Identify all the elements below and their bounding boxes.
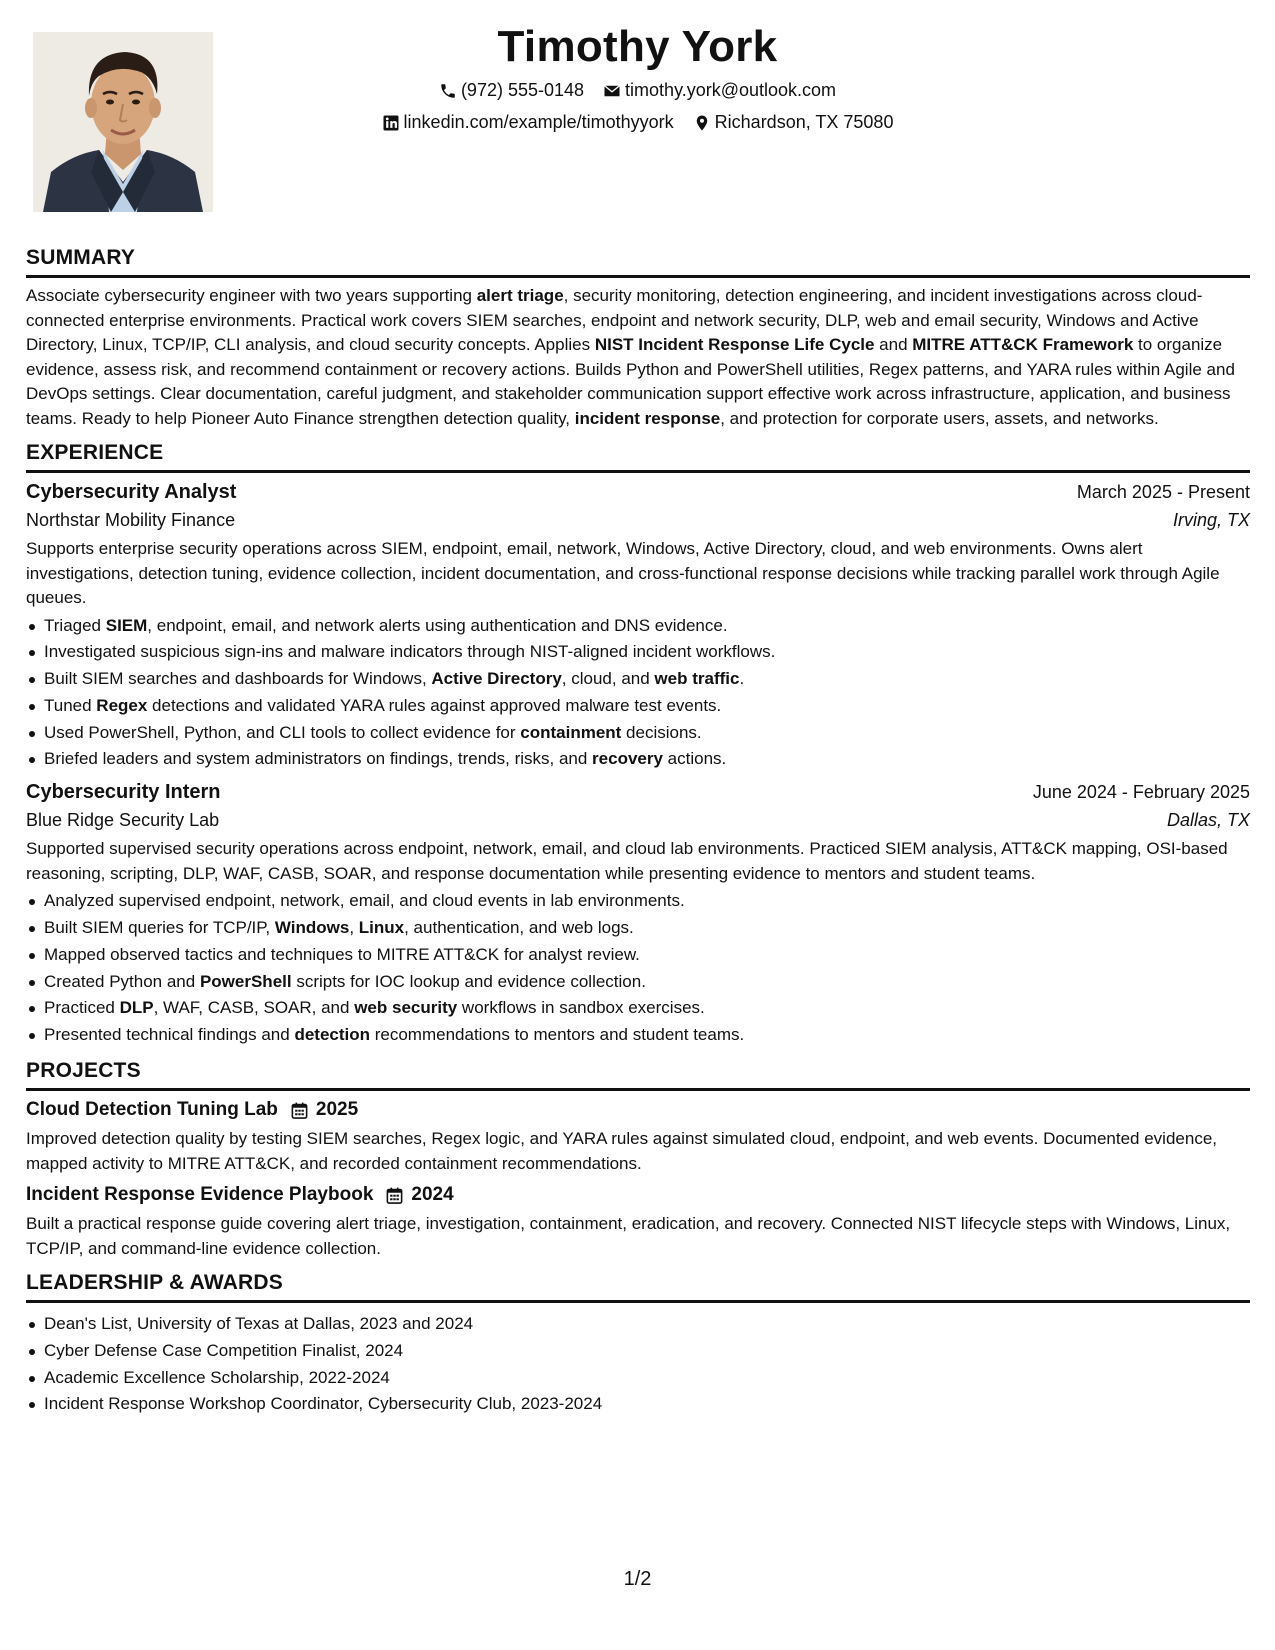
calendar-icon bbox=[290, 1101, 309, 1120]
list-item: Dean's List, University of Texas at Dallas, 2023 and 2024 bbox=[26, 1311, 1250, 1338]
summary-heading: SUMMARY bbox=[26, 246, 1250, 278]
job-title: Cybersecurity Analyst bbox=[26, 481, 237, 503]
job-bullets bbox=[26, 888, 1250, 1049]
emphasis-text: MITRE ATT&CK Framework bbox=[912, 335, 1134, 354]
contact-line-2 bbox=[0, 112, 1275, 137]
phone-number: (972) 555-0148 bbox=[460, 80, 585, 100]
projects-section bbox=[26, 1059, 1250, 1261]
emphasis-text: web traffic bbox=[654, 669, 740, 689]
list-item: Used PowerShell, Python, and CLI tools to collect evidence for containment decisions. bbox=[26, 720, 1250, 747]
job-title: Cybersecurity Intern bbox=[26, 781, 221, 804]
emphasis-text: web security bbox=[354, 998, 458, 1018]
list-item: Tuned Regex detections and validated YARA rules against approved malware test events. bbox=[26, 693, 1250, 720]
project-name: Cloud Detection Tuning Lab bbox=[26, 1099, 278, 1121]
job-company: Northstar Mobility Finance bbox=[26, 510, 236, 530]
emphasis-text: Regex bbox=[96, 695, 148, 715]
map-pin-icon bbox=[693, 114, 711, 132]
projects-heading: PROJECTS bbox=[26, 1059, 1250, 1091]
list-item: Analyzed supervised endpoint, network, email, and cloud events in lab environments. bbox=[26, 888, 1250, 915]
project-year: 2024 bbox=[411, 1184, 454, 1206]
project-name: Incident Response Evidence Playbook bbox=[26, 1184, 374, 1206]
list-item: Triaged SIEM, endpoint, email, and network alerts using authentication and DNS evidence. bbox=[26, 613, 1250, 640]
location-text: Richardson, TX 75080 bbox=[714, 112, 894, 132]
job-location: Dallas, TX bbox=[1166, 810, 1250, 831]
job-location: Irving, TX bbox=[1172, 510, 1250, 530]
email-address[interactable]: timothy.york@outlook.com bbox=[625, 80, 837, 100]
project-description: Built a practical response guide covering alert triage, investigation, containment, eradication, and recovery. Connected NIST lifecycle steps with Windows, Linux, TCP/IP, and command-line evidence collection. bbox=[26, 1214, 1231, 1258]
job-subheader bbox=[26, 810, 1250, 831]
list-item: Incident Response Workshop Coordinator, Cybersecurity Club, 2023-2024 bbox=[26, 1391, 1250, 1418]
list-item: Cyber Defense Case Competition Finalist, 2024 bbox=[26, 1338, 1250, 1365]
awards-list bbox=[26, 1311, 1250, 1418]
list-item: Practiced DLP, WAF, CASB, SOAR, and web security workflows in sandbox exercises. bbox=[26, 995, 1250, 1022]
list-item: Presented technical findings and detection recommendations to mentors and student teams. bbox=[26, 1022, 1250, 1049]
experience-section bbox=[26, 441, 1250, 1049]
job-header bbox=[26, 481, 1250, 504]
job-dates: March 2025 - Present bbox=[1076, 482, 1250, 502]
emphasis-text: alert triage bbox=[476, 286, 564, 305]
awards-heading: LEADERSHIP & AWARDS bbox=[26, 1271, 1250, 1303]
list-item: Investigated suspicious sign-ins and malware indicators through NIST-aligned incident workflows. bbox=[26, 639, 1250, 666]
emphasis-text: Active Directory bbox=[431, 669, 562, 689]
linkedin-contact[interactable] bbox=[382, 112, 674, 133]
envelope-icon bbox=[603, 82, 621, 100]
emphasis-text: SIEM bbox=[105, 615, 148, 635]
project-header bbox=[26, 1099, 1250, 1121]
job-dates: June 2024 - February 2025 bbox=[1032, 782, 1250, 803]
list-item: Briefed leaders and system administrators on findings, trends, risks, and recovery actions. bbox=[26, 746, 1250, 773]
job-entry bbox=[26, 481, 1250, 773]
candidate-name: Timothy York bbox=[497, 22, 778, 71]
list-item: Built SIEM queries for TCP/IP, Windows, Linux, authentication, and web logs. bbox=[26, 915, 1250, 942]
job-description: Supports enterprise security operations across SIEM, endpoint, email, network, Windows, Active Directory, cloud, and web environments. Owns alert investigations, detection tuning, evidence collection, incident documentation, and cross-functional response decisions while tracking parallel work through Agile queues. bbox=[26, 539, 1220, 607]
emphasis-text: detection bbox=[294, 1025, 371, 1045]
project-entry bbox=[26, 1184, 1250, 1261]
emphasis-text: containment bbox=[520, 722, 622, 742]
phone-contact bbox=[439, 80, 584, 101]
job-header bbox=[26, 781, 1250, 804]
emphasis-text: DLP bbox=[119, 998, 154, 1018]
list-item: Mapped observed tactics and techniques to MITRE ATT&CK for analyst review. bbox=[26, 942, 1250, 969]
job-subheader bbox=[26, 510, 1250, 531]
summary-text: Associate cybersecurity engineer with two years supporting alert triage, security monitoring, detection engineering, and incident investigations across cloud-connected enterprise environments. Practical work covers SIEM searches, endpoint and network security, DLP, web and email security, Windows and Active Directory, Linux, TCP/IP, CLI analysis, and cloud security concepts. Applies NIST Incident Response Life Cycle and MITRE ATT&CK Framework to organize evidence, assess risk, and recommend containment or recovery actions. Builds Python and PowerShell utilities, Regex patterns, and YARA rules within Agile and DevOps settings. Clear documentation, careful judgment, and stakeholder communication support effective work across infrastructure, application, and business teams. Ready to help Pioneer Auto Finance strengthen detection quality, incident response, and protection for corporate users, assets, and networks. bbox=[26, 286, 1235, 428]
list-item: Created Python and PowerShell scripts for IOC lookup and evidence collection. bbox=[26, 969, 1250, 996]
project-description: Improved detection quality by testing SIEM searches, Regex logic, and YARA rules against simulated cloud, endpoint, and web events. Documented evidence, mapped activity to MITRE ATT&CK, and recorded containment recommendations. bbox=[26, 1129, 1218, 1173]
location-contact bbox=[693, 112, 894, 133]
emphasis-text: PowerShell bbox=[199, 971, 292, 991]
email-contact[interactable] bbox=[603, 80, 836, 101]
phone-icon bbox=[439, 82, 457, 100]
emphasis-text: Linux bbox=[358, 918, 405, 938]
emphasis-text: Windows bbox=[274, 918, 350, 938]
resume-content bbox=[26, 246, 1250, 1428]
page-number: 1/2 bbox=[623, 1568, 652, 1590]
emphasis-text: incident response bbox=[574, 408, 721, 428]
list-item: Academic Excellence Scholarship, 2022-2024 bbox=[26, 1365, 1250, 1392]
job-entry bbox=[26, 781, 1250, 1049]
linkedin-icon bbox=[382, 114, 400, 132]
job-bullets bbox=[26, 613, 1250, 774]
linkedin-url[interactable]: linkedin.com/example/timothyyork bbox=[403, 112, 674, 132]
project-entry bbox=[26, 1099, 1250, 1176]
project-year: 2025 bbox=[315, 1099, 359, 1121]
project-header bbox=[26, 1184, 1250, 1206]
job-company: Blue Ridge Security Lab bbox=[26, 810, 220, 831]
contact-line-1 bbox=[0, 80, 1275, 105]
emphasis-text: NIST Incident Response Life Cycle bbox=[594, 335, 875, 354]
experience-heading: EXPERIENCE bbox=[26, 441, 1250, 473]
awards-section bbox=[26, 1271, 1250, 1418]
emphasis-text: recovery bbox=[592, 749, 663, 769]
job-description: Supported supervised security operations across endpoint, network, email, and cloud lab environments. Practiced SIEM analysis, ATT&CK mapping, OSI-based reasoning, scripting, DLP, WAF, CASB, SOAR, and response documentation while presenting evidence to mentors and student teams. bbox=[26, 839, 1228, 883]
list-item: Built SIEM searches and dashboards for Windows, Active Directory, cloud, and web traffic. bbox=[26, 666, 1250, 693]
summary-section bbox=[26, 246, 1250, 431]
calendar-icon bbox=[385, 1186, 404, 1205]
